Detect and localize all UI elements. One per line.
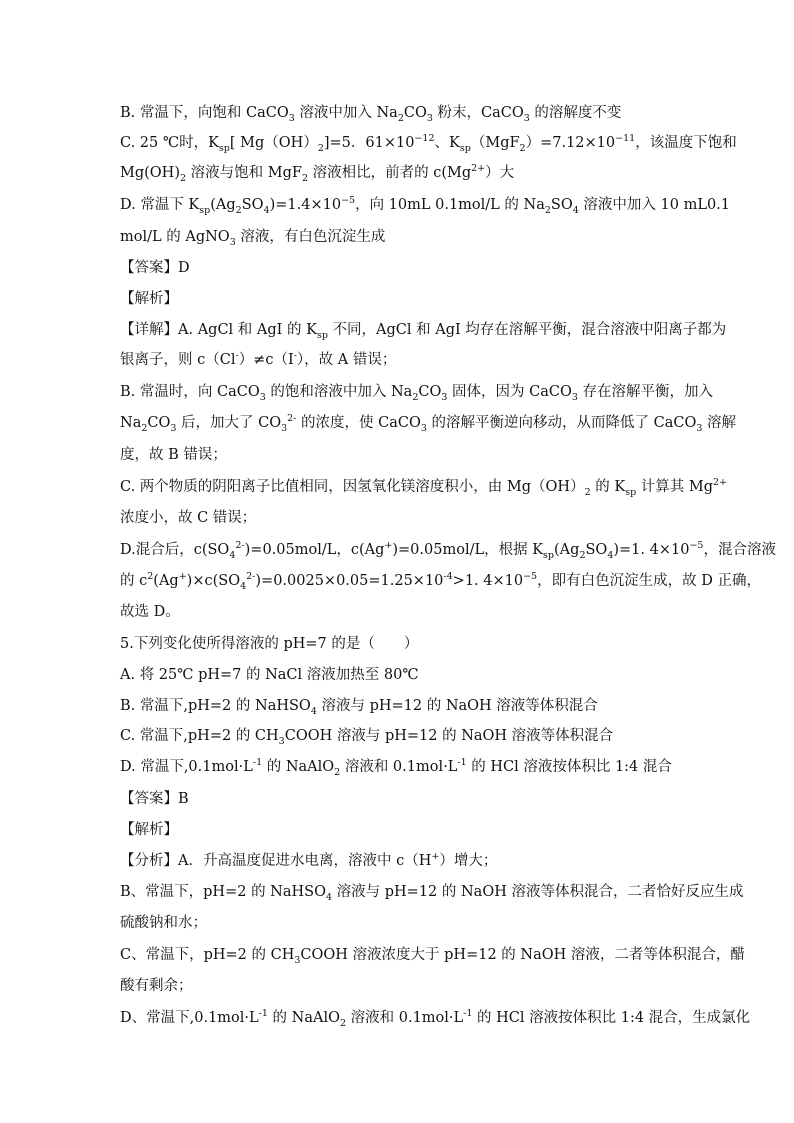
text-line	[120, 1008, 750, 1028]
text-run: ）增大；	[439, 853, 498, 869]
text-run: 酸有剩余；	[120, 978, 193, 994]
subscript: 3	[523, 112, 530, 124]
text-run: 【解析】	[120, 291, 178, 307]
text-run: COOH 溶液与 pH=12 的 NaOH 溶液等体积混合	[284, 728, 614, 744]
subscript: 4	[240, 580, 247, 592]
text-run: 浓度小，故 C 错误；	[120, 510, 257, 526]
text-line	[120, 913, 207, 933]
text-run: 存在溶解平衡，加入	[577, 384, 714, 400]
text-run: ]=5．61×10	[323, 135, 415, 151]
subscript: 2	[141, 422, 148, 434]
text-run: 【答案】B	[120, 791, 189, 807]
text-line	[120, 320, 726, 340]
text-line	[120, 103, 621, 123]
superscript: -1	[258, 1008, 268, 1020]
text-run: C、常温下，pH=2 的 CH	[120, 947, 295, 963]
superscript: -1	[252, 757, 263, 769]
text-run: ，向 10mL 0.1mol/L 的 Na	[355, 197, 545, 213]
text-run: SO	[550, 197, 573, 213]
text-run: CO	[418, 384, 442, 400]
text-run: 后，加大了 CO	[176, 415, 282, 431]
superscript: -1	[463, 1008, 473, 1020]
text-run: 的 NaAlO	[262, 759, 335, 775]
text-run: 【答案】D	[120, 260, 190, 276]
text-run: B. 常温下,pH=2 的 NaHSO	[120, 698, 311, 714]
text-run: [ Mg（OH）	[229, 135, 318, 151]
text-run: SO	[585, 542, 608, 558]
subscript: sp	[316, 329, 328, 341]
text-run: 溶液，有白色沉淀生成	[235, 229, 386, 245]
superscript: −12	[414, 133, 435, 145]
text-run: B. 常温下，向饱和 CaCO	[120, 105, 289, 121]
text-run: 银离子，则 c（Cl	[120, 352, 236, 368]
subscript: 3	[441, 391, 448, 403]
text-line	[120, 820, 178, 840]
subscript: 3	[420, 422, 427, 434]
text-run: D. 常温下,0.1mol·L	[120, 759, 253, 775]
text-run: Na	[120, 415, 142, 431]
text-line	[120, 258, 190, 278]
text-run: 的 c	[120, 573, 148, 589]
text-line	[120, 789, 189, 809]
subscript: 2	[579, 549, 586, 561]
subscript: 2	[584, 486, 591, 498]
text-line	[120, 195, 730, 215]
superscript: −11	[615, 133, 636, 145]
text-run: D.混合后，c(SO	[120, 542, 230, 558]
text-run: )=1. 4×10	[613, 542, 690, 558]
subscript: 2	[544, 204, 551, 216]
subscript: 3	[170, 422, 177, 434]
text-line	[120, 227, 385, 247]
superscript: -	[235, 350, 239, 362]
superscript: +	[384, 540, 393, 552]
text-run: 溶液和 0.1mol·L	[340, 759, 458, 775]
text-line	[120, 945, 745, 965]
subscript: 3	[426, 112, 433, 124]
superscript: -	[293, 350, 297, 362]
text-run: A. 将 25℃ pH=7 的 NaCl 溶液加热至 80℃	[120, 667, 419, 683]
superscript: 2	[147, 571, 154, 583]
superscript: 2-	[235, 540, 245, 552]
subscript: sp	[625, 486, 637, 498]
text-run: 的 K	[590, 479, 626, 495]
superscript: −5	[689, 540, 704, 552]
text-line	[120, 851, 497, 871]
text-run: 的 NaAlO	[267, 1010, 340, 1026]
text-line	[120, 665, 419, 685]
text-run: ）大	[485, 165, 515, 181]
subscript: 3	[294, 954, 301, 966]
text-run: C. 25 ℃时，K	[120, 135, 219, 151]
text-run: ，混合溶液	[703, 542, 776, 558]
superscript: -4	[443, 571, 453, 583]
subscript: 4	[607, 549, 614, 561]
text-run: D. 常温下 K	[120, 197, 200, 213]
text-run: >1. 4×10	[452, 573, 524, 589]
superscript: +	[431, 851, 440, 863]
subscript: 3	[696, 422, 703, 434]
text-run: 溶液与 pH=12 的 NaOH 溶液等体积混合，二者恰好反应生成	[332, 884, 744, 900]
superscript: 2-	[287, 413, 297, 425]
text-run: 【详解】A. AgCl 和 AgI 的 K	[120, 322, 317, 338]
text-run: B、常温下，pH=2 的 NaHSO	[120, 884, 326, 900]
text-run: D、常温下,0.1mol·L	[120, 1010, 259, 1026]
subscript: 3	[229, 236, 236, 248]
text-run: )×c(SO	[186, 573, 241, 589]
text-line	[120, 540, 776, 560]
text-run: （MgF	[470, 135, 520, 151]
text-line	[120, 477, 727, 497]
text-run: ），故 A 错误；	[296, 352, 397, 368]
superscript: 2+	[713, 477, 728, 489]
text-run: SO	[241, 197, 264, 213]
text-line	[120, 133, 737, 153]
text-run: ，即有白色沉淀生成，故 D 正确，	[537, 573, 761, 589]
superscript: +	[178, 571, 187, 583]
text-line	[120, 445, 227, 465]
text-line	[120, 382, 713, 402]
text-run: 不同，AgCl 和 AgI 均存在溶解平衡，混合溶液中阳离子都为	[327, 322, 727, 338]
text-line	[120, 163, 514, 183]
text-line	[120, 602, 180, 622]
text-run: 的溶解度不变	[529, 105, 622, 121]
subscript: 2	[179, 172, 187, 184]
subscript: 2	[317, 142, 324, 154]
text-run: (Ag	[210, 197, 236, 213]
text-run: 溶液与饱和 MgF	[186, 165, 302, 181]
text-run: 溶液相比，前者的 c(Mg	[308, 165, 472, 181]
text-run: 溶液与 pH=12 的 NaOH 溶液等体积混合	[316, 698, 598, 714]
subscript: 2	[412, 391, 419, 403]
text-run: 溶液和 0.1mol·L	[346, 1010, 464, 1026]
subscript: 2	[301, 172, 308, 184]
subscript: 4	[325, 891, 333, 903]
text-run: 固体，因为 CaCO	[447, 384, 572, 400]
text-line	[120, 571, 761, 591]
text-line	[120, 696, 598, 716]
text-run: 【分析】A．升高温度促进水电离，溶液中 c（H	[120, 853, 432, 869]
text-line	[120, 882, 743, 902]
text-line	[120, 413, 736, 433]
text-run: 的 HCl 溶液按体积比 1:4 混合	[466, 759, 672, 775]
subscript: sp	[459, 142, 471, 154]
text-run: ，该温度下饱和	[635, 135, 737, 151]
text-run: 溶解	[702, 415, 737, 431]
subscript: 4	[263, 204, 270, 216]
text-run: 5.下列变化使所得溶液的 pH=7 的是（ ）	[120, 636, 419, 652]
text-run: )=0.05mol/L，根据 K	[392, 542, 544, 558]
text-run: 的 HCl 溶液按体积比 1:4 混合，生成氯化	[472, 1010, 751, 1026]
subscript: sp	[199, 204, 211, 216]
text-run: CO	[147, 415, 171, 431]
superscript: 2+	[471, 163, 486, 175]
subscript: 2	[235, 204, 242, 216]
subscript: 2	[519, 142, 526, 154]
text-run: ）=7.12×10	[525, 135, 616, 151]
subscript: 2	[339, 1017, 347, 1029]
text-run: 溶液中加入 Na	[294, 105, 398, 121]
text-run: )=0.0025×0.05=1.25×10	[255, 573, 444, 589]
superscript: −5	[341, 195, 356, 207]
text-line	[120, 350, 396, 370]
subscript: 3	[288, 112, 295, 124]
text-line	[120, 757, 672, 777]
text-run: 粉末，CaCO	[432, 105, 524, 121]
text-run: CO	[403, 105, 427, 121]
text-run: ）≠c（I	[238, 352, 294, 368]
text-run: mol/L 的 AgNO	[120, 229, 230, 245]
text-run: (Ag	[153, 573, 179, 589]
subscript: 4	[229, 549, 236, 561]
subscript: 4	[572, 204, 579, 216]
subscript: 4	[310, 705, 317, 717]
text-line	[120, 726, 613, 746]
text-run: 的饱和溶液中加入 Na	[265, 384, 413, 400]
text-run: )=1.4×10	[269, 197, 342, 213]
text-run: 硫酸钠和水；	[120, 915, 207, 931]
text-line	[120, 634, 418, 654]
subscript: 2	[397, 112, 404, 124]
text-run: 故选 D。	[120, 604, 180, 620]
subscript: 3	[259, 391, 266, 403]
text-run: 的溶解平衡逆向移动，从而降低了 CaCO	[426, 415, 697, 431]
text-run: 计算其 Mg	[636, 479, 714, 495]
subscript: 3	[571, 391, 578, 403]
text-run: COOH 溶液浓度大于 pH=12 的 NaOH 溶液，二者等体积混合，醋	[300, 947, 745, 963]
text-run: 的浓度，使 CaCO	[296, 415, 421, 431]
text-run: 度，故 B 错误；	[120, 447, 227, 463]
text-line	[120, 289, 178, 309]
text-run: C. 两个物质的阴阳离子比值相同，因氢氧化镁溶度积小，由 Mg（OH）	[120, 479, 585, 495]
text-run: (Ag	[554, 542, 580, 558]
text-run: )=0.05mol/L，c(Ag	[244, 542, 385, 558]
subscript: sp	[218, 142, 230, 154]
text-run: 【解析】	[120, 822, 178, 838]
text-run: 、K	[434, 135, 460, 151]
text-line	[120, 976, 193, 996]
superscript: 2-	[246, 571, 256, 583]
text-line	[120, 508, 256, 528]
subscript: 3	[281, 422, 288, 434]
text-run: B. 常温时，向 CaCO	[120, 384, 260, 400]
text-run: C. 常温下,pH=2 的 CH	[120, 728, 279, 744]
text-run: 溶液中加入 10 mL0.1	[578, 197, 731, 213]
text-run: Mg(OH)	[120, 165, 180, 181]
subscript: 3	[278, 735, 285, 747]
subscript: 2	[334, 766, 341, 778]
superscript: -1	[457, 757, 467, 769]
subscript: sp	[543, 549, 555, 561]
superscript: −5	[523, 571, 538, 583]
